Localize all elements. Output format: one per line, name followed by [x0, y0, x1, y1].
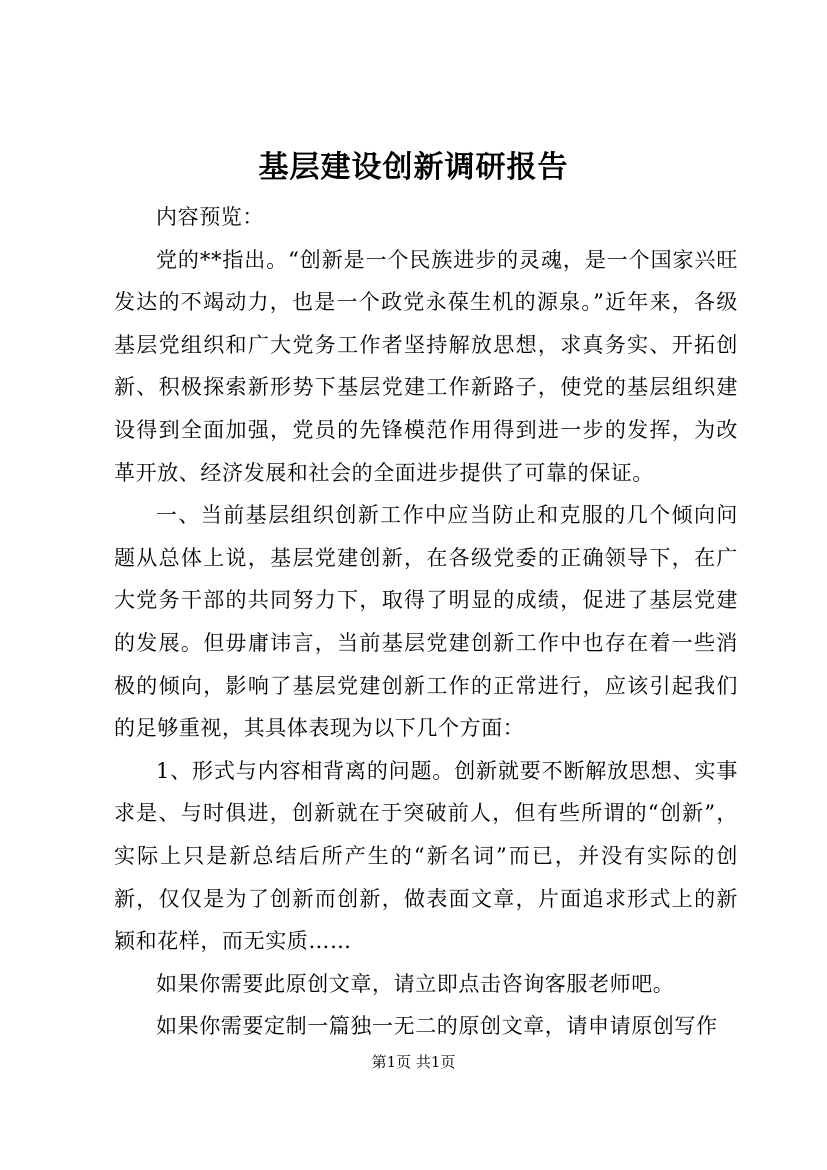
- page-number-footer: [0, 1052, 827, 1072]
- paragraph-section-one: 一、当前基层组织创新工作中应当防止和克服的几个倾向问题从总体上说，基层党建创新，在各级党委的正确领导下，在广大党务干部的共同努力下，取得了明显的成绩，促进了基层党建的发展。但毋庸讳言，当前基层党建创新工作中也存在着一些消极的倾向，影响了基层党建创新工作的正常进行，应该引起我们的足够重视，其具体表现为以下几个方面：: [114, 503, 738, 741]
- paragraph-contact-service: 如果你需要此原创文章，请立即点击咨询客服老师吧。: [156, 971, 675, 996]
- document-body: [114, 196, 738, 1048]
- paragraph-point-one: 1、形式与内容相背离的问题。创新就要不断解放思想、实事求是、与时俱进，创新就在于突破前人，但有些所谓的“创新”，实际上只是新总结后所产生的“新名词”而已，并没有实际的创新，仅仅是为了创新而创新，做表面文章，片面追求形式上的新颖和花样，而无实质……: [114, 758, 738, 954]
- paragraph-custom-writing: 如果你需要定制一篇独一无二的原创文章，请申请原创写作: [156, 1014, 718, 1039]
- page-number-label: 第1页 共1页: [371, 1053, 456, 1071]
- paragraph-preview-label: 内容预览：: [156, 205, 264, 229]
- document-title: 基层建设创新调研报告: [258, 150, 569, 185]
- paragraph-intro: 党的**指出。“创新是一个民族进步的灵魂，是一个国家兴旺发达的不竭动力，也是一个政党永葆生机的源泉。”近年来，各级基层党组织和广大党务工作者坚持解放思想，求真务实、开拓创新、积极探索新形势下基层党建工作新路子，使党的基层组织建设得到全面加强，党员的先锋模范作用得到进一步的发挥，为改革开放、经济发展和社会的全面进步提供了可靠的保证。: [114, 247, 738, 485]
